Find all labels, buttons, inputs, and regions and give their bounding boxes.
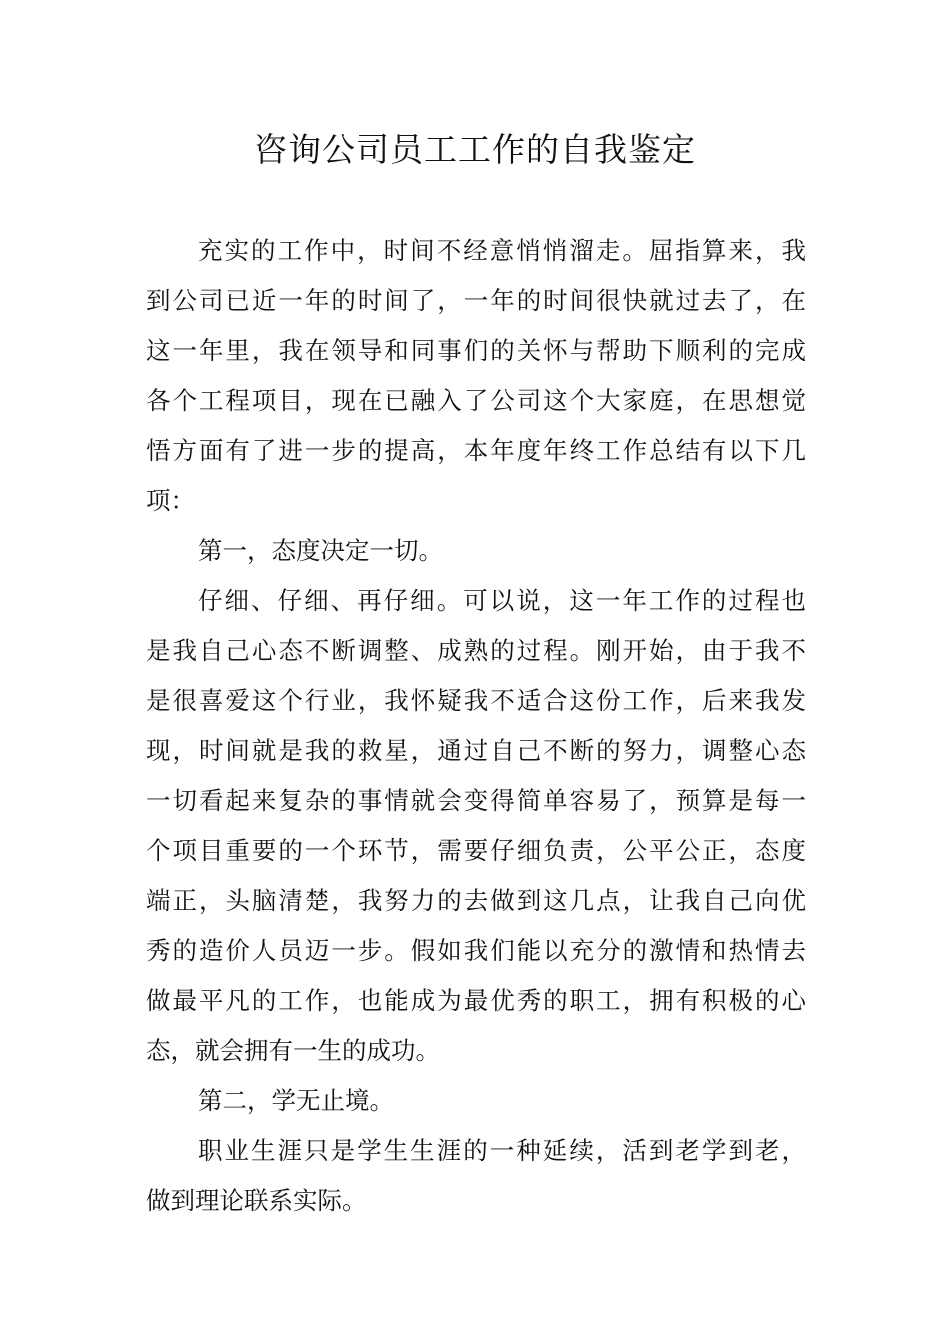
section-heading: 第一，态度决定一切。 [198,536,443,565]
text-line: 是很喜爱这个行业，我怀疑我不适合这份工作，后来我发 [146,686,806,715]
text-line: 端正，头脑清楚，我努力的去做到这几点，让我自己向优 [146,886,806,915]
text-line: 做最平凡的工作，也能成为最优秀的职工，拥有积极的心 [146,986,806,1015]
document-title: 咨询公司员工工作的自我鉴定 [254,130,696,169]
document-body [146,226,806,1226]
text-line: 各个工程项目，现在已融入了公司这个大家庭，在思想觉 [146,386,806,415]
text-line: 仔细、仔细、再仔细。可以说，这一年工作的过程也 [198,586,806,615]
text-line: 项： [146,486,195,515]
text-line: 个项目重要的一个环节，需要仔细负责，公平公正，态度 [146,836,806,865]
text-line: 现，时间就是我的救星，通过自己不断的努力，调整心态 [146,736,806,765]
section-heading: 第二，学无止境。 [198,1086,394,1115]
text-line: 这一年里，我在领导和同事们的关怀与帮助下顺利的完成 [146,336,806,365]
text-line: 充实的工作中，时间不经意悄悄溜走。屈指算来，我 [198,236,806,265]
text-line: 悟方面有了进一步的提高，本年度年终工作总结有以下几 [146,436,806,465]
text-line: 做到理论联系实际。 [146,1186,367,1215]
text-line: 一切看起来复杂的事情就会变得简单容易了，预算是每一 [146,786,806,815]
text-line: 到公司已近一年的时间了，一年的时间很快就过去了，在 [146,286,806,315]
text-line: 是我自己心态不断调整、成熟的过程。刚开始，由于我不 [146,636,806,665]
text-line: 职业生涯只是学生生涯的一种延续，活到老学到老， [198,1136,806,1165]
text-line: 秀的造价人员迈一步。假如我们能以充分的激情和热情去 [146,936,806,965]
text-line: 态，就会拥有一生的成功。 [146,1036,440,1065]
